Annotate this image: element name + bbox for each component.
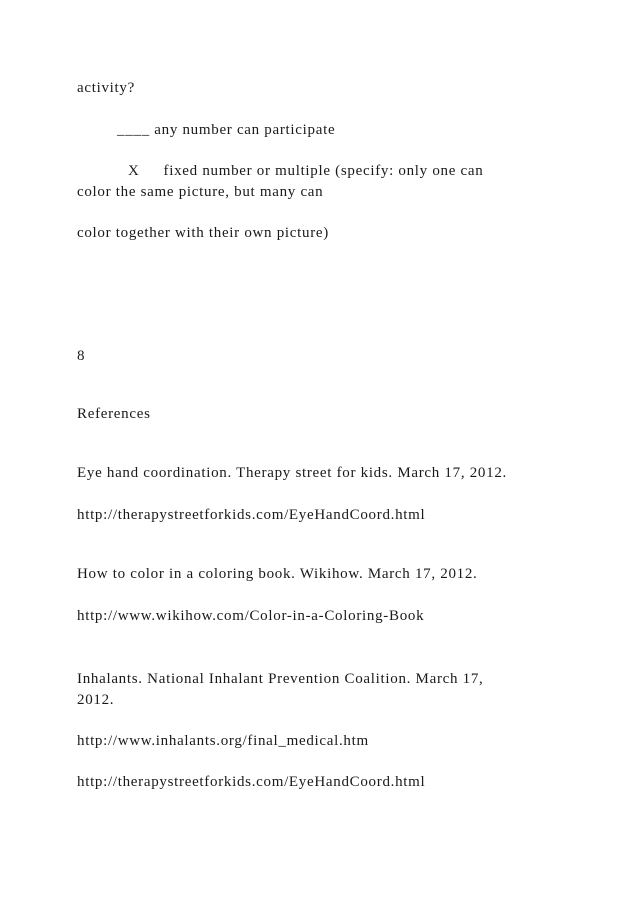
option-any-number [117, 120, 335, 140]
option-fixed-text: fixed number or multiple (specify: only one can [163, 163, 484, 179]
reference-citation-continuation: 2012. [77, 692, 115, 708]
option-fixed-continuation-2: color together with their own picture) [77, 225, 329, 241]
page-number: 8 [77, 348, 86, 364]
option-fixed-continuation-1: color the same picture, but many can [77, 184, 324, 200]
reference-url: http://therapystreetforkids.com/EyeHandCoord.html [77, 507, 426, 523]
reference-url: http://therapystreetforkids.com/EyeHandCoord.html [77, 774, 426, 790]
option-fixed-number [128, 161, 483, 181]
reference-url: http://www.wikihow.com/Color-in-a-Coloring-Book [77, 608, 425, 624]
references-heading: References [77, 406, 151, 422]
option-any-blank: ____ [117, 122, 150, 138]
reference-citation: Inhalants. National Inhalant Prevention Coalition. March 17, [77, 671, 484, 687]
reference-citation: How to color in a coloring book. Wikihow. March 17, 2012. [77, 566, 478, 582]
option-fixed-mark: X [128, 163, 140, 179]
activity-line: activity? [77, 80, 135, 96]
reference-citation: Eye hand coordination. Therapy street for kids. March 17, 2012. [77, 465, 507, 481]
reference-url: http://www.inhalants.org/final_medical.htm [77, 733, 369, 749]
option-any-text: any number can participate [154, 122, 336, 138]
